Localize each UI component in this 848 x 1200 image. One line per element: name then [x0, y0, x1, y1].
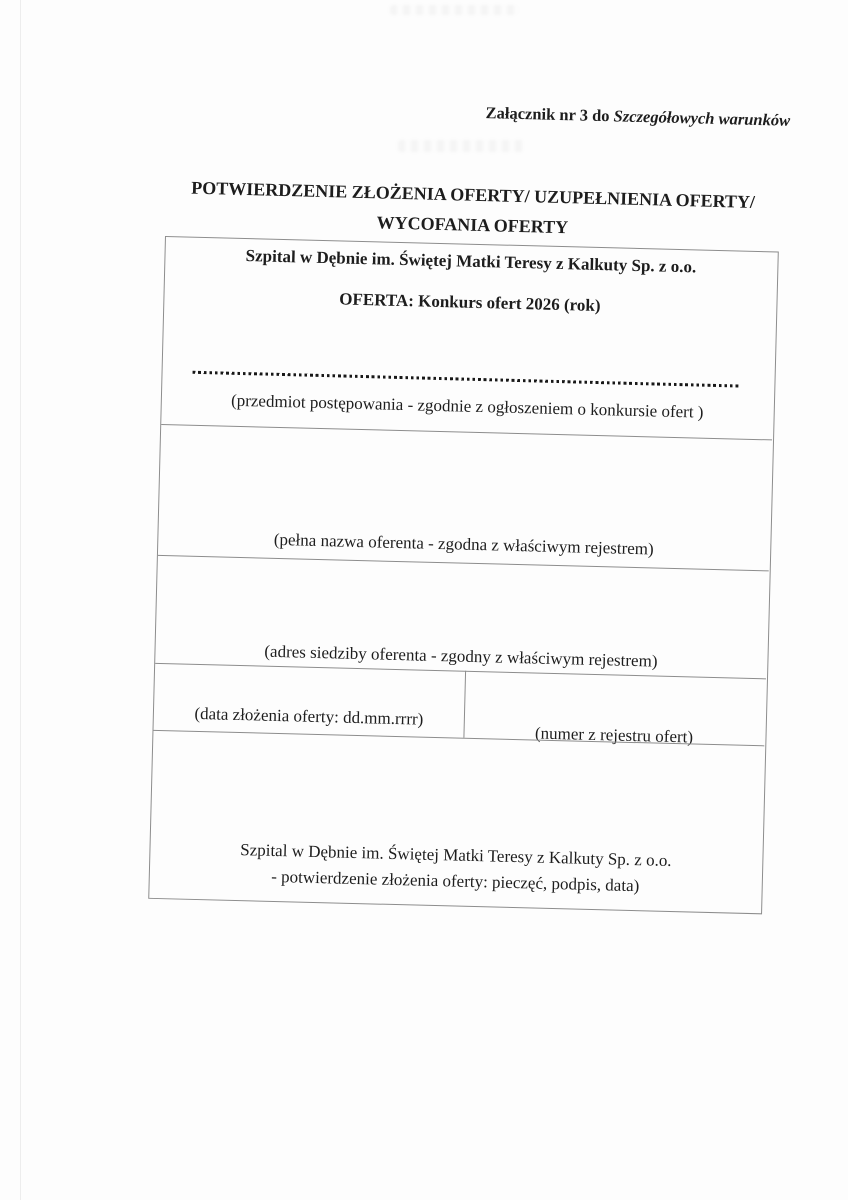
- submission-date-caption: (data złożenia oferty: dd.mm.rrrr): [194, 703, 424, 729]
- offerer-address-caption: (adres siedziby oferenta - zgodny z właściwym rejestrem): [264, 641, 658, 671]
- ghost-bleedthrough-text: [390, 5, 520, 15]
- offerer-name-caption: (pełna nazwa oferenta - zgodna z właściwym rejestrem): [273, 529, 654, 559]
- paper-edge-line: [20, 0, 21, 1200]
- offerer-address-blank-area: [157, 559, 768, 652]
- attachment-note-emphasis: Szczegółowych warunków: [613, 106, 791, 130]
- offer-heading: OFERTA: Konkurs ofert 2026 (rok): [339, 289, 601, 316]
- issuer-name: Szpital w Dębnie im. Świętej Matki Teresy z Kalkuty Sp. z o.o.: [245, 246, 697, 277]
- document-title: [153, 172, 792, 248]
- attachment-note: [168, 95, 790, 131]
- document-title-line2: WYCOFANIA OFERTY: [376, 212, 569, 238]
- document-title-line1: POTWIERDZENIE ZŁOŻENIA OFERTY/ UZUPEŁNIENIA OFERTY/: [191, 177, 756, 212]
- register-number-blank-area: [466, 675, 764, 727]
- ghost-bleedthrough-text: [398, 140, 524, 152]
- offerer-name-blank-area: [160, 429, 771, 539]
- dotted-fill-in-line: [193, 371, 739, 388]
- register-number-caption: (numer z rejestru ofert): [534, 723, 694, 747]
- attachment-note-prefix: Załącznik nr 3 do: [485, 103, 610, 126]
- confirmation-footer-line1: Szpital w Dębnie im. Świętej Matki Teresy z Kalkuty Sp. z o.o.: [240, 840, 672, 871]
- confirmation-footer-line2: - potwierdzenie złożenia oferty: pieczęć, podpis, data): [271, 866, 640, 896]
- submission-date-blank-area: [155, 667, 462, 709]
- subject-field-caption: (przedmiot postępowania - zgodnie z ogłoszeniem o konkursie ofert ): [230, 390, 704, 422]
- confirmation-form-box: [148, 236, 779, 914]
- stamp-signature-blank-area: [152, 734, 763, 849]
